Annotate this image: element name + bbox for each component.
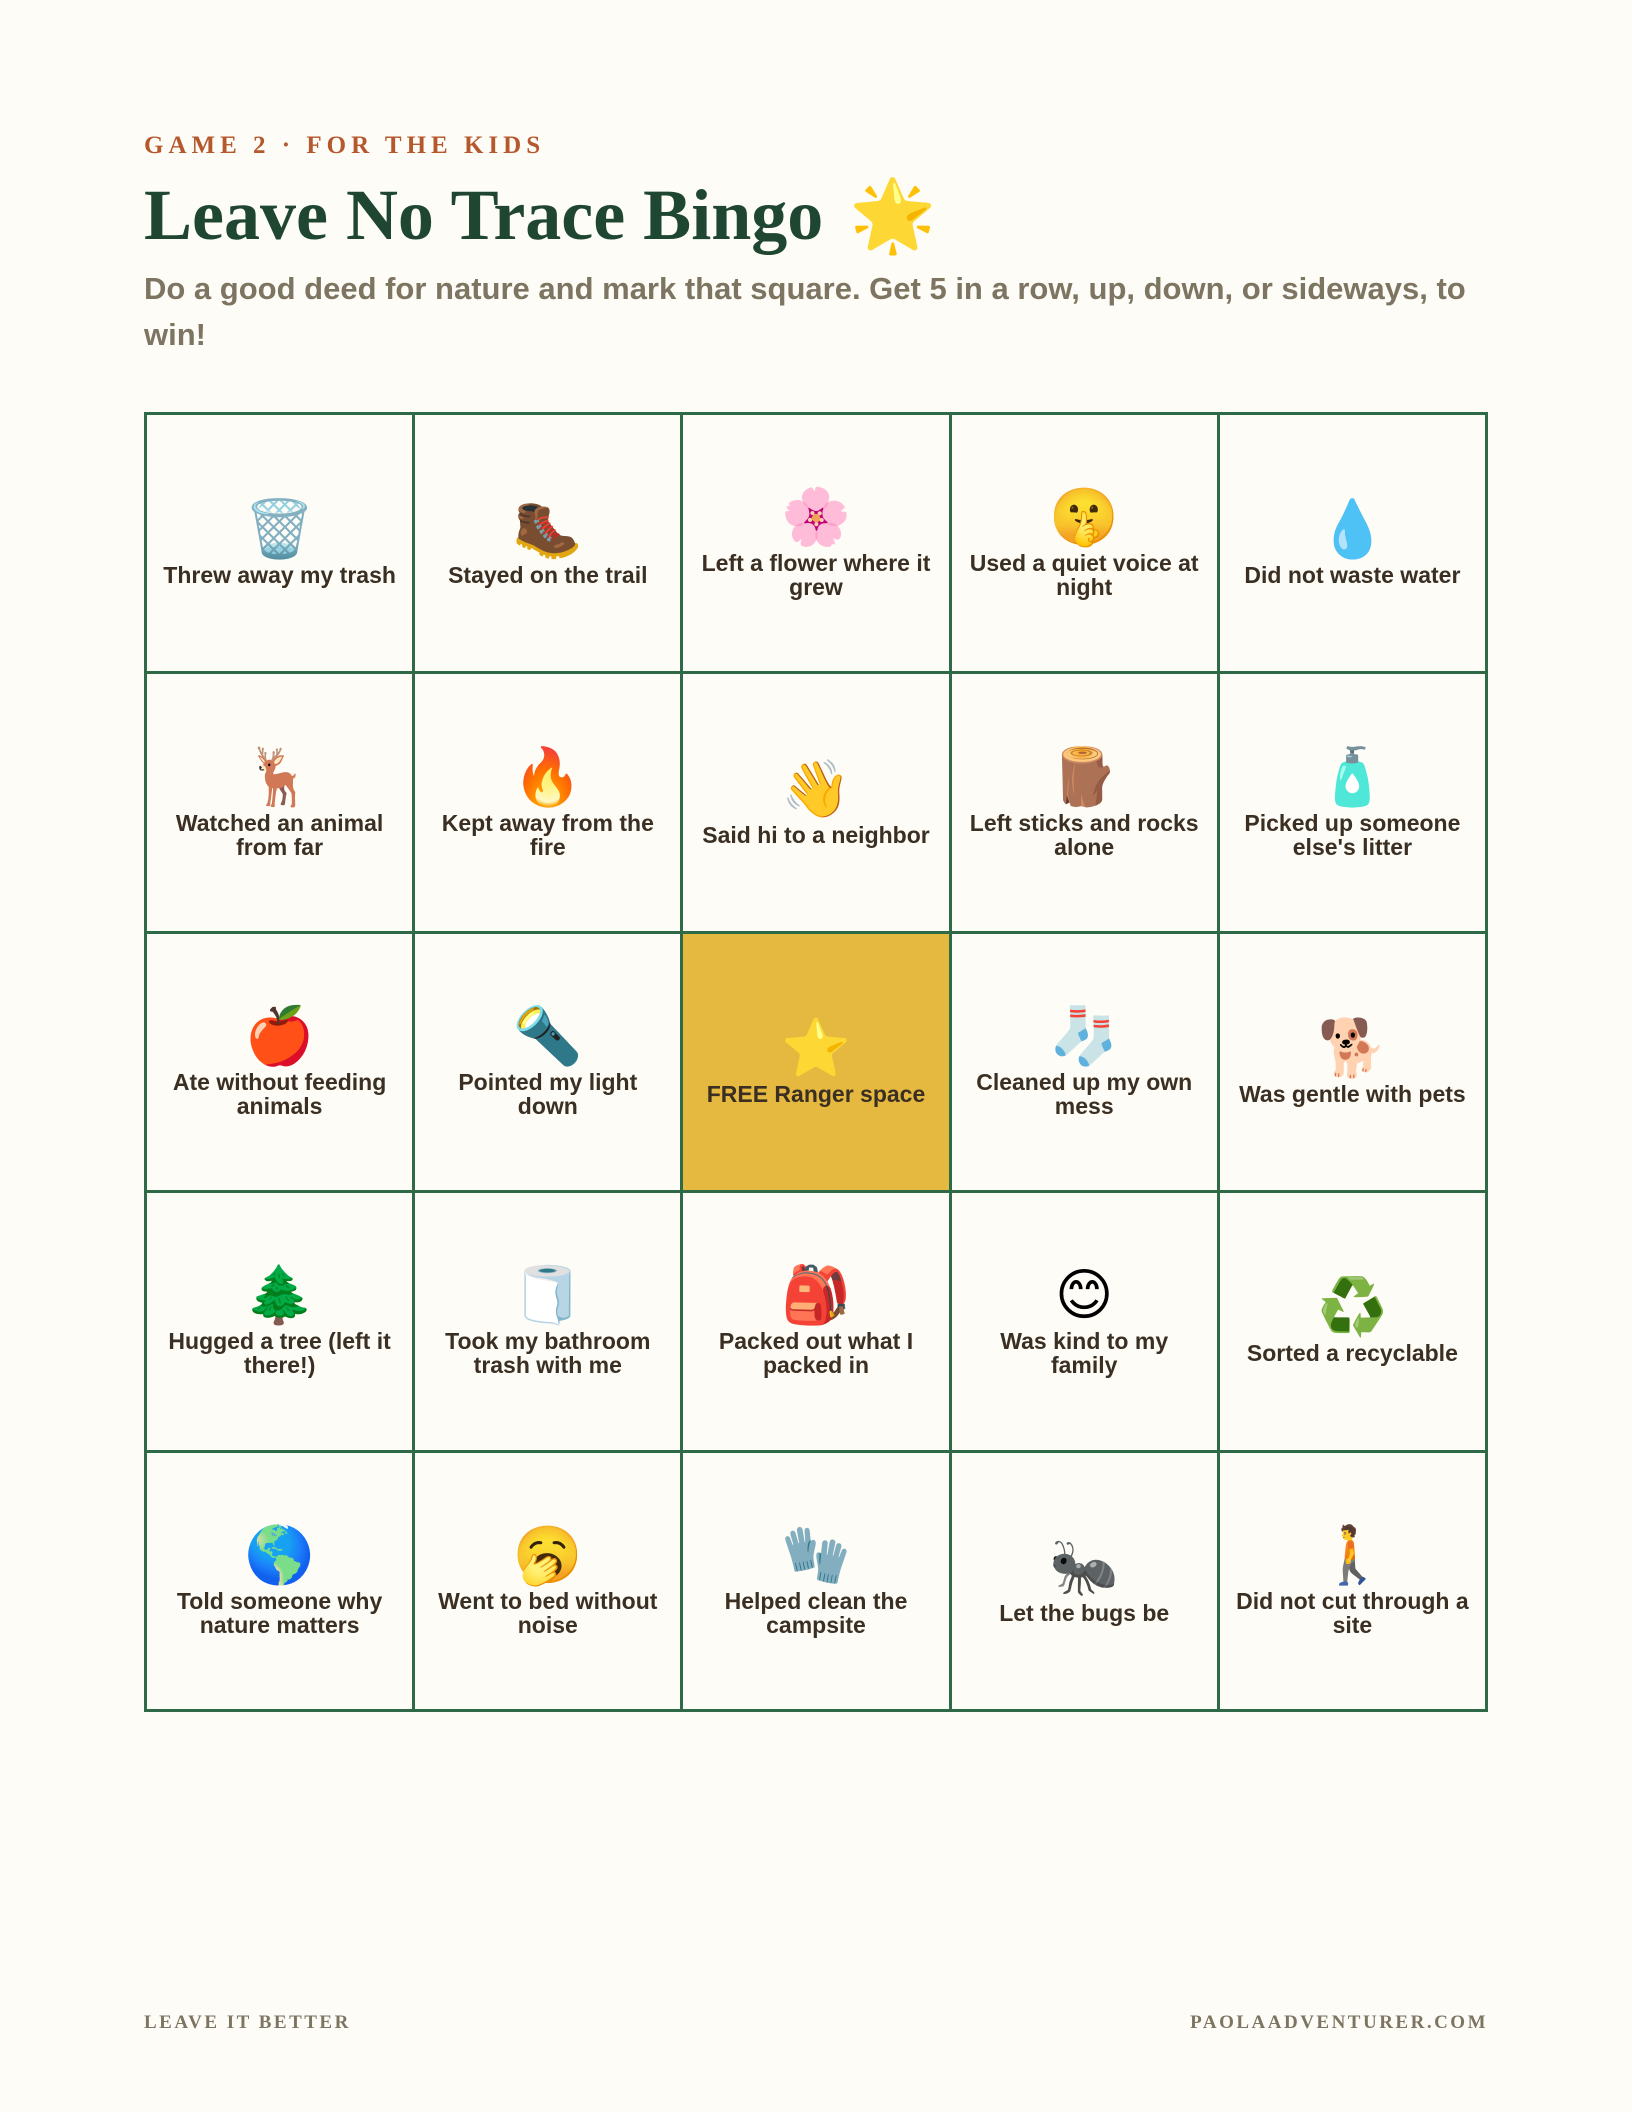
bingo-square[interactable]: [415, 934, 680, 1190]
apple-icon: 🍎: [244, 1003, 315, 1069]
bingo-square-label: Hugged a tree (left it there!): [168, 1328, 391, 1379]
lotion-bottle-icon: 🧴: [1317, 744, 1388, 810]
yawning-face-icon: 🥱: [512, 1522, 583, 1588]
bingo-board: [144, 412, 1488, 1712]
bingo-square-label: Let the bugs be: [999, 1599, 1170, 1626]
bingo-square[interactable]: [683, 415, 948, 671]
dog-icon: 🐕: [1317, 1015, 1388, 1081]
bingo-square-label: Did not waste water: [1244, 562, 1461, 589]
bingo-square-label: Watched an animal from far: [175, 809, 384, 860]
bingo-square[interactable]: [683, 1453, 948, 1709]
bingo-square-label: FREE Ranger space: [706, 1080, 926, 1107]
backpack-icon: 🎒: [781, 1263, 851, 1329]
deer-icon: 🦌: [244, 744, 315, 810]
instructions-subtitle: Do a good deed for nature and mark that square. Get 5 in a row, up, down, or sideways, to win!: [144, 271, 1466, 352]
bingo-square[interactable]: [1220, 1453, 1485, 1709]
smiling-face-icon: 😊: [1055, 1263, 1114, 1329]
bingo-square-label: Was kind to my family: [1000, 1328, 1169, 1379]
bingo-square[interactable]: [147, 415, 412, 671]
bingo-square-label: Stayed on the trail: [448, 562, 648, 589]
bingo-square-label: Ate without feeding animals: [172, 1068, 387, 1119]
bingo-page: [144, 0, 1488, 2112]
bingo-square-label: Left a flower where it grew: [701, 550, 931, 601]
bingo-square-label: Helped clean the campsite: [724, 1587, 908, 1638]
bingo-square[interactable]: [952, 674, 1217, 930]
bingo-square[interactable]: [415, 1193, 680, 1449]
gloves-icon: 🧤: [781, 1522, 851, 1588]
bingo-square-label: Said hi to a neighbor: [702, 821, 930, 848]
walking-person-icon: 🚶: [1317, 1522, 1388, 1588]
bingo-square[interactable]: [147, 934, 412, 1190]
shushing-face-icon: 🤫: [1049, 485, 1120, 551]
bingo-square[interactable]: [147, 1193, 412, 1449]
bingo-free-space[interactable]: [683, 934, 948, 1190]
waving-hand-icon: 👋: [781, 756, 851, 822]
bingo-square-label: Was gentle with pets: [1239, 1080, 1466, 1107]
bingo-square[interactable]: [1220, 674, 1485, 930]
socks-icon: 🧦: [1049, 1003, 1120, 1069]
bingo-square-label: Left sticks and rocks alone: [969, 809, 1199, 860]
bingo-square-label: Threw away my trash: [163, 562, 396, 589]
bingo-square[interactable]: [147, 1453, 412, 1709]
bingo-square-label: Took my bathroom trash with me: [445, 1328, 651, 1379]
flashlight-icon: 🔦: [512, 1003, 583, 1069]
bingo-square[interactable]: [1220, 934, 1485, 1190]
page-title: [144, 170, 936, 260]
bingo-square[interactable]: [683, 1193, 948, 1449]
bingo-square-label: Packed out what I packed in: [718, 1328, 914, 1379]
globe-icon: 🌎: [244, 1522, 315, 1588]
bingo-square[interactable]: [952, 1453, 1217, 1709]
glowing-star-icon: 🌟: [849, 174, 937, 256]
bingo-square-label: Picked up someone else's litter: [1244, 809, 1461, 860]
bingo-square-label: Did not cut through a site: [1236, 1587, 1469, 1638]
droplet-icon: 💧: [1317, 497, 1388, 563]
bingo-square-label: Used a quiet voice at night: [969, 550, 1199, 601]
bingo-square[interactable]: [1220, 1193, 1485, 1449]
bingo-square[interactable]: [952, 1193, 1217, 1449]
game-eyebrow: GAME 2 · FOR THE KIDS: [144, 132, 546, 159]
cherry-blossom-icon: 🌸: [781, 485, 851, 551]
bingo-square[interactable]: [415, 415, 680, 671]
bingo-square[interactable]: [147, 674, 412, 930]
bingo-square-label: Cleaned up my own mess: [976, 1068, 1193, 1119]
bingo-square[interactable]: [952, 934, 1217, 1190]
recycle-icon: ♻️: [1317, 1275, 1388, 1341]
bingo-square[interactable]: [415, 1453, 680, 1709]
bingo-square[interactable]: [952, 415, 1217, 671]
toilet-paper-icon: 🧻: [512, 1263, 583, 1329]
hiking-boot-icon: 🥾: [512, 497, 583, 563]
footer-website: PAOLAADVENTURER.COM: [1190, 2012, 1488, 2033]
bingo-square-label: Told someone why nature matters: [176, 1587, 383, 1638]
bingo-square-label: Kept away from the fire: [441, 809, 654, 860]
bingo-square[interactable]: [1220, 415, 1485, 671]
footer-tagline: LEAVE IT BETTER: [144, 2012, 351, 2033]
wood-log-icon: 🪵: [1049, 744, 1120, 810]
fire-icon: 🔥: [512, 744, 583, 810]
bingo-square[interactable]: [683, 674, 948, 930]
bingo-square-label: Sorted a recyclable: [1246, 1340, 1458, 1367]
title-text: Leave No Trace Bingo: [144, 175, 824, 255]
ant-icon: 🐜: [1049, 1534, 1120, 1600]
star-icon: ⭐: [781, 1015, 851, 1081]
bingo-square-label: Went to bed without noise: [438, 1587, 658, 1638]
bingo-square-label: Pointed my light down: [458, 1068, 638, 1119]
evergreen-tree-icon: 🌲: [244, 1263, 315, 1329]
bingo-square[interactable]: [415, 674, 680, 930]
wastebasket-icon: 🗑️: [244, 497, 315, 563]
